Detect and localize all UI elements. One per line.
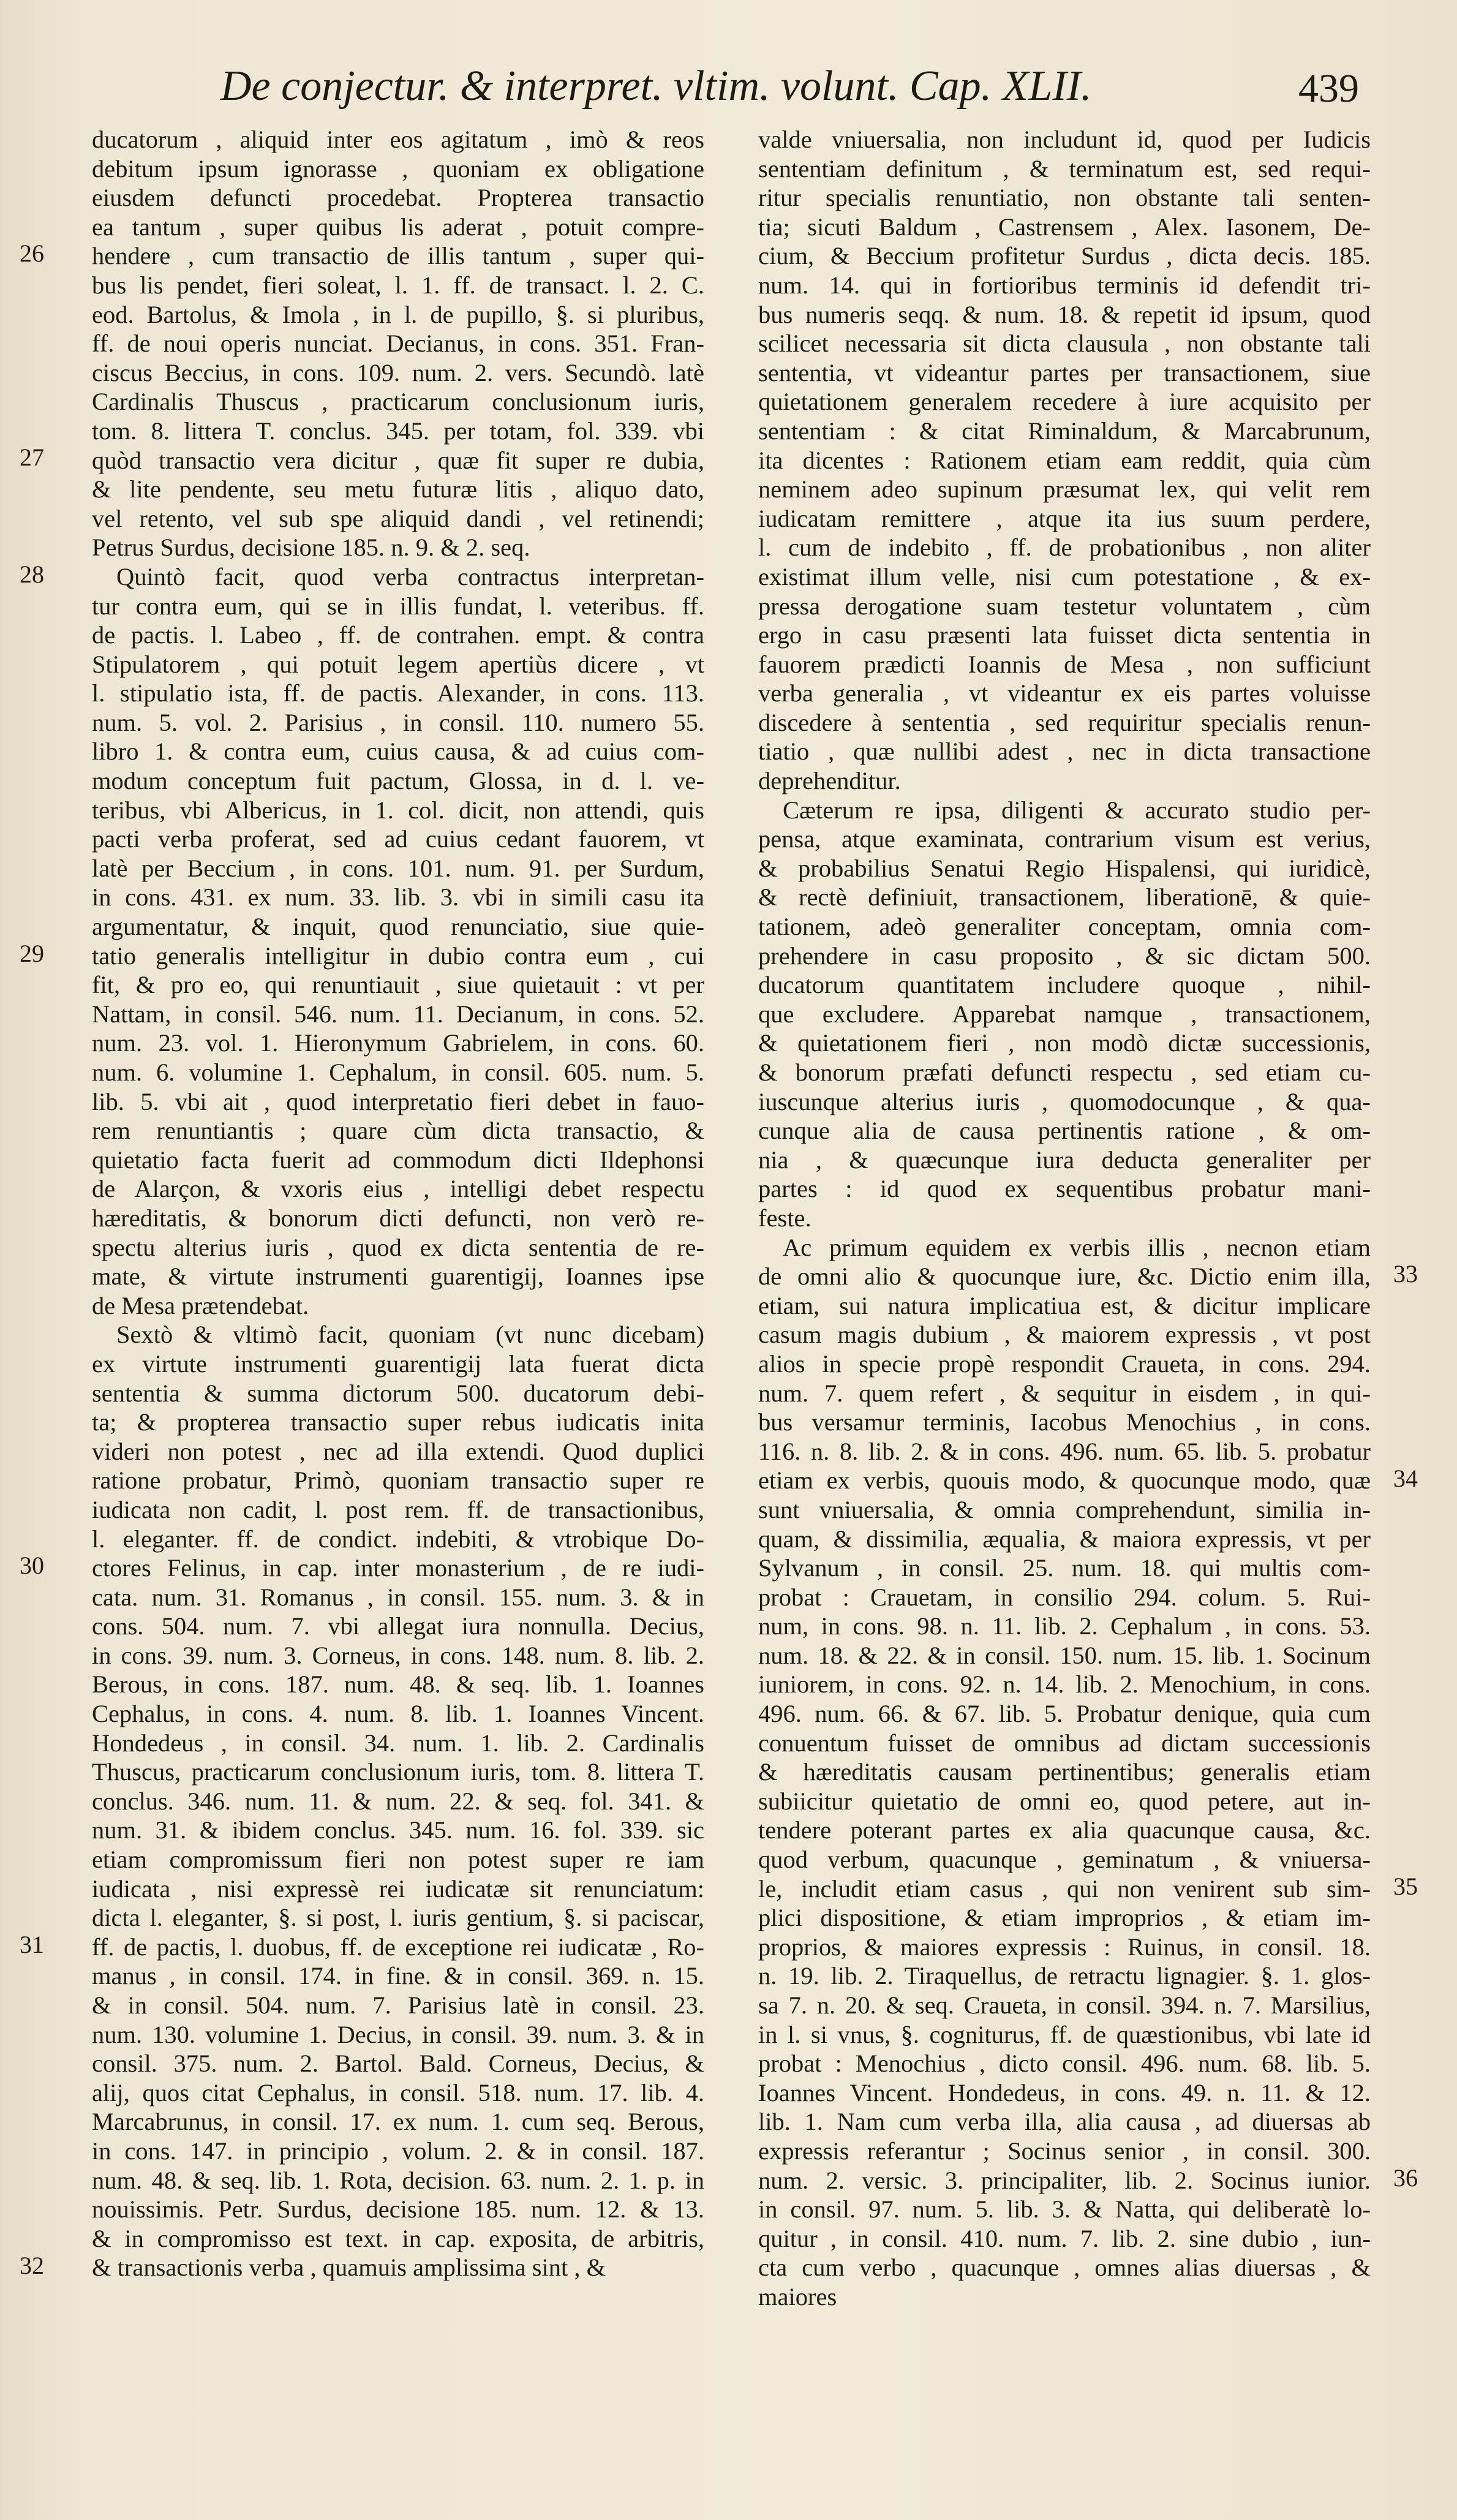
text-line: ratione probatur, Primò, quoniam transactio super re [92, 1466, 704, 1495]
text-line: & in consil. 504. num. 7. Parisius latè in consil. 23. [92, 1991, 704, 2019]
text-line: probat : Crauetam, in consilio 294. colum. 5. Rui- [758, 1583, 1371, 1611]
text-line: partes : id quod ex sequentibus probatur mani- [758, 1175, 1371, 1203]
text-line: plici dispositione, & etiam improprios , & etiam im- [758, 1904, 1371, 1932]
text-line: bus numeris seqq. & num. 18. & repetit id ipsum, quod [758, 300, 1371, 328]
text-line: in cons. 431. ex num. 33. lib. 3. vbi in simili casu ita [92, 883, 704, 911]
text-line: iudicata , nisi expressè rei iudicatæ sit renunciatum: [92, 1874, 704, 1903]
text-line: quod verbum, quacunque , geminatum , & vniuersa- [758, 1846, 1371, 1874]
text-line: Cæterum re ipsa, diligenti & accurato studio per- [783, 796, 1371, 824]
text-line: nia , & quæcunque iura deducta generaliter per [758, 1145, 1371, 1174]
text-line: existimat illum velle, nisi cum potestatione , & ex- [758, 562, 1371, 590]
text-line: teribus, vbi Albericus, in 1. col. dicit, non attendi, quis [92, 796, 704, 824]
text-line: & lite pendente, seu metu futuræ litis , aliquo dato, [92, 475, 704, 504]
text-line: fit, & pro eo, qui renuntiauit , siue quietauit : vt per [92, 971, 704, 999]
text-line: manus , in consil. 174. in fine. & in consil. 369. n. 15. [92, 1962, 704, 1990]
text-line: bus versamur terminis, Iacobus Menochius , in cons. [758, 1408, 1371, 1436]
text-line: tia; sicuti Baldum , Castrensem , Alex. Iasonem, De- [758, 213, 1371, 241]
text-line: rem renuntiantis ; quare cùm dicta transactio, & [92, 1117, 704, 1145]
text-line: & bonorum præfati defuncti respectu , sed etiam cu- [758, 1058, 1371, 1086]
page-number: 439 [1298, 66, 1359, 111]
text-line: iudicatam remittere , atque ita ius suum perdere, [758, 504, 1371, 532]
text-line: & in compromisso est text. in cap. exposita, de arbitris, [92, 2224, 704, 2252]
text-line: n. 19. lib. 2. Tiraquellus, de retractu lignagier. §. 1. glos- [758, 1962, 1371, 1990]
text-line: Thuscus, practicarum conclusionum iuris, tom. 8. littera T. [92, 1758, 704, 1786]
text-line: ta; & propterea transactio super rebus iudicatis inita [92, 1408, 704, 1436]
text-line: deprehenditur. [758, 767, 901, 795]
text-line: scilicet necessaria sit dicta clausula , non obstante tali [758, 330, 1371, 358]
text-line: num. 23. vol. 1. Hieronymum Gabrielem, in cons. 60. [92, 1029, 704, 1057]
text-line: consil. 375. num. 2. Bartol. Bald. Corneus, Decius, & [92, 2050, 704, 2078]
text-line: le, includit etiam casus , qui non venirent sub sim- [758, 1874, 1371, 1903]
text-line: discedere à sententia , sed requiritur specialis renun- [758, 708, 1371, 736]
text-line: eiusdem defuncti procedebat. Propterea transactio [92, 184, 704, 212]
margin-number: 34 [1393, 1465, 1418, 1492]
right-column [758, 125, 1371, 2312]
text-line: pensa, atque examinata, contrarium visum est verius, [758, 825, 1371, 853]
text-line: proprios, & maiores expressis : Ruinus, in consil. 18. [758, 1933, 1371, 1961]
text-line: pressa derogatione suam testetur voluntatem , cùm [758, 592, 1371, 620]
text-line: num. 2. versic. 3. principaliter, lib. 2. Socinus iunior. [758, 2166, 1371, 2194]
text-line: quam, & dissimilia, æqualia, & maiora expressis, vt per [758, 1525, 1371, 1553]
text-line: fauorem prædicti Ioannis de Mesa , non sufficiunt [758, 650, 1371, 678]
text-line: mate, & virtute instrumenti guarentigij, Ioannes ipse [92, 1262, 704, 1291]
text-line: cons. 504. num. 7. vbi allegat iura nonnulla. Decius, [92, 1612, 704, 1640]
text-line: lib. 1. Nam cum verba illa, alia causa , ad diuersas ab [758, 2108, 1371, 2136]
text-line: etiam compromissum fieri non potest super re iam [92, 1846, 704, 1874]
text-line: 116. n. 8. lib. 2. & in cons. 496. num. 65. lib. 5. probatur [758, 1437, 1371, 1465]
text-line: ex virtute instrumenti guarentigij lata fuerat dicta [92, 1349, 704, 1378]
text-line: Quintò facit, quod verba contractus interpretan- [116, 562, 704, 590]
text-line: cunque alia de causa pertinentis ratione , & om- [758, 1117, 1371, 1145]
text-line: sunt vniuersalia, & omnia comprehendunt, similia in- [758, 1495, 1371, 1523]
text-line: num. 18. & 22. & in consil. 150. num. 15. lib. 1. Socinum [758, 1641, 1371, 1669]
text-line: sententiam : & citat Riminaldum, & Marcabrunum, [758, 417, 1371, 445]
text-line: conuentum fuisset de omnibus ad dictam successionis [758, 1729, 1371, 1757]
text-line: tatio generalis intelligitur in dubio contra eum , cui [92, 941, 704, 970]
text-line: bus lis pendet, fieri soleat, l. 1. ff. de transact. l. 2. C. [92, 271, 704, 299]
text-line: num. 5. vol. 2. Parisius , in consil. 110. numero 55. [92, 708, 704, 736]
text-line: Hondedeus , in consil. 34. num. 1. lib. 2. Cardinalis [92, 1729, 704, 1757]
text-line: & quietationem fieri , non modò dictæ successionis, [758, 1029, 1371, 1057]
text-line: debitum ipsum ignorasse , quoniam ex obligatione [92, 154, 704, 183]
text-line: cium, & Beccium profitetur Surdus , dicta decis. 185. [758, 242, 1371, 270]
text-line: Cardinalis Thuscus , practicarum conclusionum iuris, [92, 388, 704, 416]
text-line: ff. de noui operis nunciat. Decianus, in cons. 351. Fran- [92, 330, 704, 358]
text-line: ciscus Beccius, in cons. 109. num. 2. vers. Secundò. latè [92, 358, 704, 387]
text-line: cata. num. 31. Romanus , in consil. 155. num. 3. & in [92, 1583, 704, 1611]
text-line: ducatorum , aliquid inter eos agitatum , imò & reos [92, 126, 704, 153]
text-line: in cons. 147. in principio , volum. 2. & in consil. 187. [92, 2137, 704, 2165]
text-line: sententia & summa dictorum 500. ducatorum debi- [92, 1379, 704, 1407]
text-line: & transactionis verba , quamuis amplissima sint , & [92, 2254, 606, 2282]
text-line: quietatio facta fuerit ad commodum dicti Ildephonsi [92, 1145, 704, 1174]
text-line: probat : Menochius , dicto consil. 496. num. 68. lib. 5. [758, 2050, 1371, 2078]
text-line: nouissimis. Petr. Surdus, decisione 185. num. 12. & 13. [92, 2195, 704, 2224]
text-line: argumentatur, & inquit, quod renunciatio, siue quie- [92, 913, 704, 941]
text-line: valde vniuersalia, non includunt id, quod per Iudicis [758, 126, 1371, 153]
margin-number: 26 [20, 240, 44, 267]
text-line: latè per Beccium , in cons. 101. num. 91. per Surdum, [92, 854, 704, 882]
text-line: conclus. 346. num. 11. & num. 22. & seq. fol. 341. & [92, 1787, 704, 1815]
text-line: quòd transactio vera dicitur , quæ fit super re dubia, [92, 446, 704, 474]
text-line: l. cum de indebito , ff. de probationibus , non aliter [758, 534, 1371, 562]
margin-number: 33 [1393, 1260, 1418, 1288]
text-line: tur contra eum, qui se in illis fundat, l. veteribus. ff. [92, 592, 704, 620]
text-line: vel retento, vel sub spe aliquid dandi , vel retinendi; [92, 504, 704, 532]
text-line: hendere , cum transactio de illis tantum , super qui- [92, 242, 704, 270]
text-line: quietationem generalem recedere à iure acquisito per [758, 388, 1371, 416]
text-line: iuscunque alterius iuris , quomodocunque , & qua- [758, 1087, 1371, 1115]
text-line: sa 7. n. 20. & seq. Craueta, in consil. 394. n. 7. Marsilius, [758, 1991, 1371, 2019]
margin-number: 28 [20, 560, 44, 588]
text-line: Ac primum equidem ex verbis illis , necnon etiam [783, 1233, 1371, 1261]
text-line: lib. 5. vbi ait , quod interpretatio fieri debet in fauo- [92, 1087, 704, 1115]
text-line: maiores [758, 2282, 837, 2311]
text-line: videri non potest , nec ad illa extendi. Quod duplici [92, 1437, 704, 1465]
text-line: verba generalia , vt videantur ex eis partes voluisse [758, 679, 1371, 707]
text-line: hæreditatis, & bonorum dicti defuncti, non verò re- [92, 1204, 704, 1232]
text-line: libro 1. & contra eum, cuius causa, & ad cuius com- [92, 738, 704, 766]
text-line: & probabilius Senatui Regio Hispalensi, qui iuridicè, [758, 854, 1371, 882]
text-line: de Mesa prætendebat. [92, 1291, 309, 1319]
text-line: in consil. 97. num. 5. lib. 3. & Natta, qui deliberatè lo- [758, 2195, 1371, 2224]
text-line: num, in cons. 98. n. 11. lib. 2. Cephalum , in cons. 53. [758, 1612, 1371, 1640]
text-line: de pactis. l. Labeo , ff. de contrahen. empt. & contra [92, 621, 704, 649]
text-line: eod. Bartolus, & Imola , in l. de pupillo, §. si pluribus, [92, 300, 704, 328]
text-line: in cons. 39. num. 3. Corneus, in cons. 148. num. 8. lib. 2. [92, 1641, 704, 1669]
text-line: num. 14. qui in fortioribus terminis id defendit tri- [758, 271, 1371, 299]
text-line: tationem, adeò generaliter conceptam, omnia com- [758, 913, 1371, 941]
text-line: dicta l. eleganter, §. si post, l. iuris gentium, §. si paciscar, [92, 1904, 704, 1932]
left-column [92, 125, 704, 2282]
text-line: & rectè definiuit, transactionem, liberationē, & quie- [758, 883, 1371, 911]
text-line: Marcabrunus, in consil. 17. ex num. 1. cum seq. Berous, [92, 2108, 704, 2136]
text-line: Ioannes Vincent. Hondedeus, in cons. 49. n. 11. & 12. [758, 2078, 1371, 2107]
text-line: prehendere in casu proposito , & sic dictam 500. [758, 941, 1371, 970]
text-line: expressis referantur ; Socinus senior , in consil. 300. [758, 2137, 1371, 2165]
text-line: ita dicentes : Rationem etiam eam reddit, quia cùm [758, 446, 1371, 474]
text-line: sententiam definitum , & terminatum est, sed requi- [758, 154, 1371, 183]
text-line: num. 130. volumine 1. Decius, in consil. 39. num. 3. & in [92, 2020, 704, 2048]
text-line: spectu alterius iuris , quod ex dicta sententia de re- [92, 1233, 704, 1261]
text-line: num. 31. & ibidem conclus. 345. num. 16. fol. 339. sic [92, 1816, 704, 1844]
margin-number: 29 [20, 940, 44, 967]
text-line: ff. de pactis, l. duobus, ff. de exceptione rei iudicatæ , Ro- [92, 1933, 704, 1961]
text-line: Sextò & vltimò facit, quoniam (vt nunc dicebam) [116, 1321, 704, 1349]
margin-number: 36 [1393, 2164, 1418, 2192]
text-line: alios in specie propè respondit Craueta, in cons. 294. [758, 1349, 1371, 1378]
text-line: & hæreditatis causam pertinentibus; generalis etiam [758, 1758, 1371, 1786]
text-line: etiam, sui natura implicatiua est, & dicitur implicare [758, 1291, 1371, 1319]
text-line: tendere poterant partes ex alia quacunque causa, &c. [758, 1816, 1371, 1844]
margin-number: 31 [20, 1931, 44, 1958]
text-line: iudicata non cadit, l. post rem. ff. de transactionibus, [92, 1495, 704, 1523]
text-line: ctores Felinus, in cap. inter monasterium , de re iudi- [92, 1554, 704, 1582]
text-line: tiatio , quæ nullibi adest , nec in dicta transactione [758, 738, 1371, 766]
text-line: tom. 8. littera T. conclus. 345. per totam, fol. 339. vbi [92, 417, 704, 445]
text-line: casum magis dubium , & maiorem expressis , vt post [758, 1321, 1371, 1349]
text-line: Berous, in cons. 187. num. 48. & seq. lib. 1. Ioannes [92, 1670, 704, 1699]
text-line: pacti verba proferat, sed ad cuius cedant fauorem, vt [92, 825, 704, 853]
text-line: ritur specialis renuntiatio, non obstante tali senten- [758, 184, 1371, 212]
text-line: de Alarçon, & vxoris eius , intelligi debet respectu [92, 1175, 704, 1203]
text-line: l. stipulatio ista, ff. de pactis. Alexander, in cons. 113. [92, 679, 704, 707]
text-line: Cephalus, in cons. 4. num. 8. lib. 1. Ioannes Vincent. [92, 1700, 704, 1728]
text-line: iuniorem, in cons. 92. n. 14. lib. 2. Menochium, in cons. [758, 1670, 1371, 1699]
text-line: ducatorum quantitatem includere quoque , nihil- [758, 971, 1371, 999]
text-line: quitur , in consil. 410. num. 7. lib. 2. sine dubio , iun- [758, 2224, 1371, 2252]
text-line: Stipulatorem , qui potuit legem apertiùs dicere , vt [92, 650, 704, 678]
text-line: sententia, vt videantur partes per transactionem, siue [758, 358, 1371, 387]
text-line: cta cum verbo , quacunque , omnes alias diuersas , & [758, 2254, 1371, 2282]
text-line: Nattam, in consil. 546. num. 11. Decianum, in cons. 52. [92, 1000, 704, 1028]
text-line: num. 7. quem refert , & sequitur in eisdem , in qui- [758, 1379, 1371, 1407]
text-line: ea tantum , super quibus lis aderat , potuit compre- [92, 213, 704, 241]
text-line: 496. num. 66. & 67. lib. 5. Probatur denique, quia cum [758, 1700, 1371, 1728]
text-line: ergo in casu præsenti lata fuisset dicta sententia in [758, 621, 1371, 649]
text-line: Sylvanum , in consil. 25. num. 18. qui multis com- [758, 1554, 1371, 1582]
text-line: de omni alio & quocunque iure, &c. Dictio enim illa, [758, 1262, 1371, 1291]
text-line: in l. si vnus, §. cogniturus, ff. de quæstionibus, vbi late id [758, 2020, 1371, 2048]
margin-number: 27 [20, 443, 44, 471]
text-line: modum conceptum fuit pactum, Glossa, in d. l. ve- [92, 767, 704, 795]
margin-number: 35 [1393, 1873, 1418, 1900]
text-line: subiicitur quietatio de omni eo, quod petere, aut in- [758, 1787, 1371, 1815]
text-line: neminem adeo supinum præsumat lex, qui velit rem [758, 475, 1371, 504]
text-line: num. 6. volumine 1. Cephalum, in consil. 605. num. 5. [92, 1058, 704, 1086]
text-line: Petrus Surdus, decisione 185. n. 9. & 2. seq. [92, 534, 530, 562]
running-head: De conjectur. & interpret. vltim. volunt. Cap. XLII. [220, 62, 1092, 110]
margin-number: 32 [20, 2252, 44, 2279]
text-line: que excludere. Apparebat namque , transactionem, [758, 1000, 1371, 1028]
text-line: feste. [758, 1204, 811, 1232]
text-line: etiam ex verbis, quouis modo, & quocunque modo, quæ [758, 1466, 1371, 1495]
text-line: alij, quos citat Cephalus, in consil. 518. num. 17. lib. 4. [92, 2078, 704, 2107]
margin-number: 30 [20, 1552, 44, 1579]
text-line: l. eleganter. ff. de condict. indebiti, & vtrobique Do- [92, 1525, 704, 1553]
text-line: num. 48. & seq. lib. 1. Rota, decision. 63. num. 2. 1. p. in [92, 2166, 704, 2194]
